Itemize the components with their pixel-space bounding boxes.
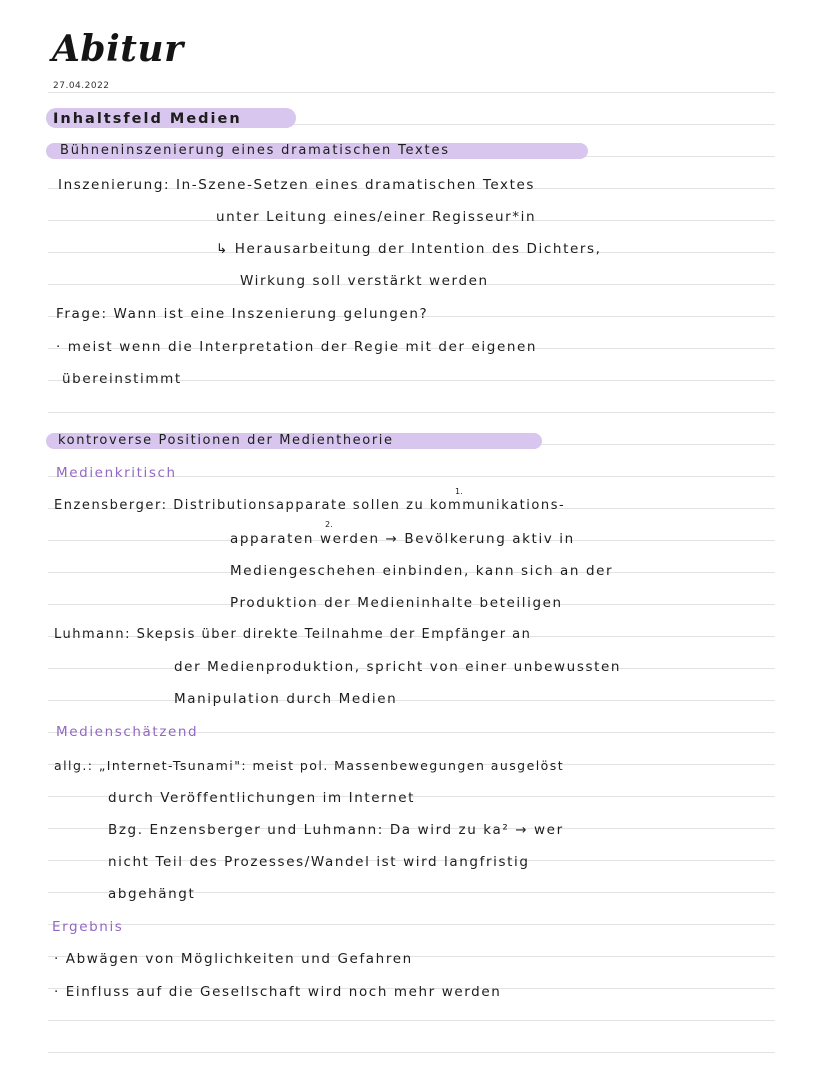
text-line: · meist wenn die Interpretation der Regie mit der eigenen (56, 339, 538, 355)
date: 27.04.2022 (53, 81, 110, 91)
text-line: übereinstimmt (62, 371, 182, 387)
text-line: Manipulation durch Medien (174, 691, 398, 707)
text-line: ↳ Herausarbeitung der Intention des Dichters, (216, 241, 602, 257)
footnote-marker: 1. (455, 487, 463, 496)
subheading-medienschaetzend: Medienschätzend (56, 724, 199, 740)
main-heading: Inhaltsfeld Medien (53, 111, 242, 127)
section1-heading: Bühneninszenierung eines dramatischen Textes (60, 143, 450, 158)
text-line: · Abwägen von Möglichkeiten und Gefahren (54, 951, 413, 967)
subheading-medienkritisch: Medienkritisch (56, 465, 177, 481)
text-line: Mediengeschehen einbinden, kann sich an der (230, 563, 614, 579)
section2-heading: kontroverse Positionen der Medientheorie (58, 433, 394, 448)
text-line: Enzensberger: Distributionsapparate sollen zu kommunikations- (54, 498, 566, 513)
text-line: abgehängt (108, 886, 196, 902)
text-line: Frage: Wann ist eine Inszenierung gelungen? (56, 306, 429, 322)
subheading-ergebnis: Ergebnis (52, 919, 124, 935)
text-line: Wirkung soll verstärkt werden (240, 273, 489, 289)
text-line: allg.: „Internet-Tsunami": meist pol. Massenbewegungen ausgelöst (54, 758, 565, 773)
page-title: Abitur (52, 28, 184, 70)
text-line: Inszenierung: In-Szene-Setzen eines dramatischen Textes (58, 177, 536, 193)
text-line: unter Leitung eines/einer Regisseur*in (216, 209, 537, 225)
footnote-marker: 2. (325, 520, 333, 529)
text-line: durch Veröffentlichungen im Internet (108, 790, 416, 806)
text-line: Bzg. Enzensberger und Luhmann: Da wird zu ka² → wer (108, 822, 564, 838)
text-line: der Medienproduktion, spricht von einer unbewussten (174, 659, 622, 675)
text-line: apparaten werden → Bevölkerung aktiv in (230, 531, 575, 547)
text-line: Produktion der Medieninhalte beteiligen (230, 595, 563, 611)
text-line: nicht Teil des Prozesses/Wandel ist wird langfristig (108, 854, 530, 870)
text-line: · Einfluss auf die Gesellschaft wird noch mehr werden (54, 984, 502, 1000)
text-line: Luhmann: Skepsis über direkte Teilnahme der Empfänger an (54, 627, 532, 642)
